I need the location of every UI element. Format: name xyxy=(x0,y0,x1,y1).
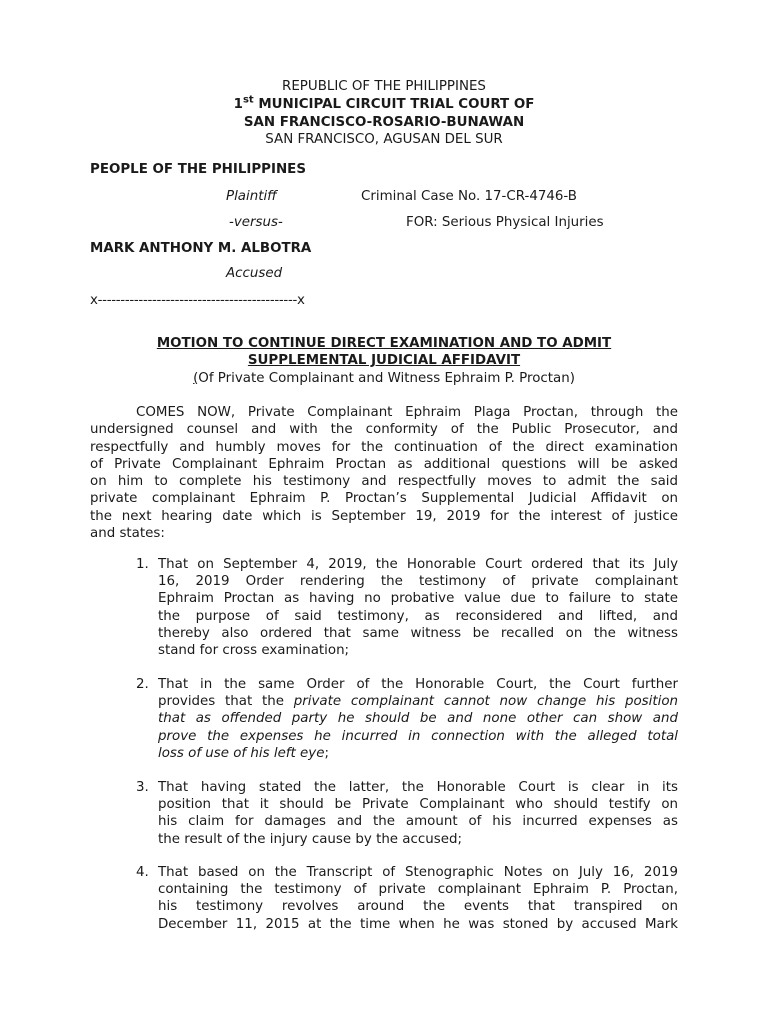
item-number: 3. xyxy=(136,780,149,795)
item-line: his claim for damages and the amount of his incurred expenses as xyxy=(158,814,678,830)
quoted-order-text: prove the expenses he incurred in connection with the alleged total xyxy=(158,728,678,744)
court-ordinal-suffix: st xyxy=(242,94,254,106)
item-body xyxy=(158,556,678,659)
court-ordinal: 1 xyxy=(233,97,243,112)
intro-line: on him to complete his testimony and respectfully moves to admit the said xyxy=(90,474,678,490)
court-name-line1: MUNICIPAL CIRCUIT TRIAL COURT OF xyxy=(258,97,535,112)
motion-subtitle-text: Of Private Complainant and Witness Ephraim P. Proctan) xyxy=(198,371,575,386)
item-line: 16, 2019 Order rendering the testimony of private complainant xyxy=(158,574,678,590)
intro-line: of Private Complainant Ephraim Proctan as additional questions will be asked xyxy=(90,456,678,472)
item-line: containing the testimony of private complainant Ephraim P. Proctan, xyxy=(158,882,678,898)
court-name-line2: SAN FRANCISCO-ROSARIO-BUNAWAN xyxy=(243,115,525,130)
intro-paragraph xyxy=(90,404,678,542)
item-line: That based on the Transcript of Stenographic Notes on July 16, 2019 xyxy=(158,865,678,880)
item-line: December 11, 2015 at the time when he was stoned by accused Mark xyxy=(158,916,678,932)
item-line: That having stated the latter, the Honorable Court is clear in its xyxy=(158,780,678,795)
quoted-order-text: private complainant cannot now change his position xyxy=(293,694,679,710)
item-line xyxy=(158,745,678,762)
item-line: thereby also ordered that same witness be recalled on the witness xyxy=(158,625,678,641)
motion-subtitle-paren: ( xyxy=(193,371,199,386)
item-body xyxy=(158,779,678,848)
item-body xyxy=(158,676,678,762)
item-number: 2. xyxy=(136,677,149,692)
court-heading xyxy=(0,94,768,112)
case-number: Criminal Case No. 17-CR-4746-B xyxy=(361,189,577,204)
caption-separator: x--------------------------------------------x xyxy=(90,293,305,308)
motion-subtitle xyxy=(0,371,768,386)
item-text: provides that the xyxy=(158,694,294,710)
republic-heading: REPUBLIC OF THE PHILIPPINES xyxy=(282,79,486,94)
accused-label: Accused xyxy=(226,266,283,281)
versus-label: -versus- xyxy=(229,215,283,230)
item-body xyxy=(158,864,678,933)
item-line: Ephraim Proctan as having no probative value due to failure to state xyxy=(158,591,678,607)
item-line xyxy=(158,693,678,710)
charge-label: FOR: Serious Physical Injuries xyxy=(406,215,604,230)
motion-title-line1: MOTION TO CONTINUE DIRECT EXAMINATION AND TO ADMIT xyxy=(156,336,612,351)
item-line: That in the same Order of the Honorable Court, the Court further xyxy=(158,677,678,692)
plaintiff-label: Plaintiff xyxy=(226,189,277,204)
item-number: 4. xyxy=(136,865,149,880)
intro-line: undersigned counsel and with the conformity of the Public Prosecutor, and xyxy=(90,422,678,438)
plaintiff-name: PEOPLE OF THE PHILIPPINES xyxy=(90,162,306,177)
quoted-order-text: that as offended party he should be and none other can show and xyxy=(158,711,678,727)
quoted-order-text: loss of use of his left eye xyxy=(158,745,325,761)
intro-line: COMES NOW, Private Complainant Ephraim Plaga Proctan, through the xyxy=(136,405,678,420)
intro-line: respectfully and humbly moves for the continuation of the direct examination xyxy=(90,439,678,455)
intro-line: and states: xyxy=(90,526,165,542)
court-location: SAN FRANCISCO, AGUSAN DEL SUR xyxy=(265,132,503,147)
motion-title-line2: SUPPLEMENTAL JUDICIAL AFFIDAVIT xyxy=(247,353,521,368)
intro-line: the next hearing date which is September 19, 2019 for the interest of justice xyxy=(90,508,678,524)
item-line: the result of the injury cause by the accused; xyxy=(158,831,462,847)
item-number: 1. xyxy=(136,557,149,572)
intro-line: private complainant Ephraim P. Proctan’s Supplemental Judicial Affidavit on xyxy=(90,491,678,507)
item-line: stand for cross examination; xyxy=(158,643,350,659)
item-line: That on September 4, 2019, the Honorable Court ordered that its July xyxy=(158,557,678,572)
item-line: the purpose of said testimony, as reconsidered and lifted, and xyxy=(158,608,678,624)
item-text: ; xyxy=(324,745,329,761)
item-line: his testimony revolves around the events that transpired on xyxy=(158,899,678,915)
item-line: position that it should be Private Complainant who should testify on xyxy=(158,797,678,813)
accused-name: MARK ANTHONY M. ALBOTRA xyxy=(90,241,312,256)
